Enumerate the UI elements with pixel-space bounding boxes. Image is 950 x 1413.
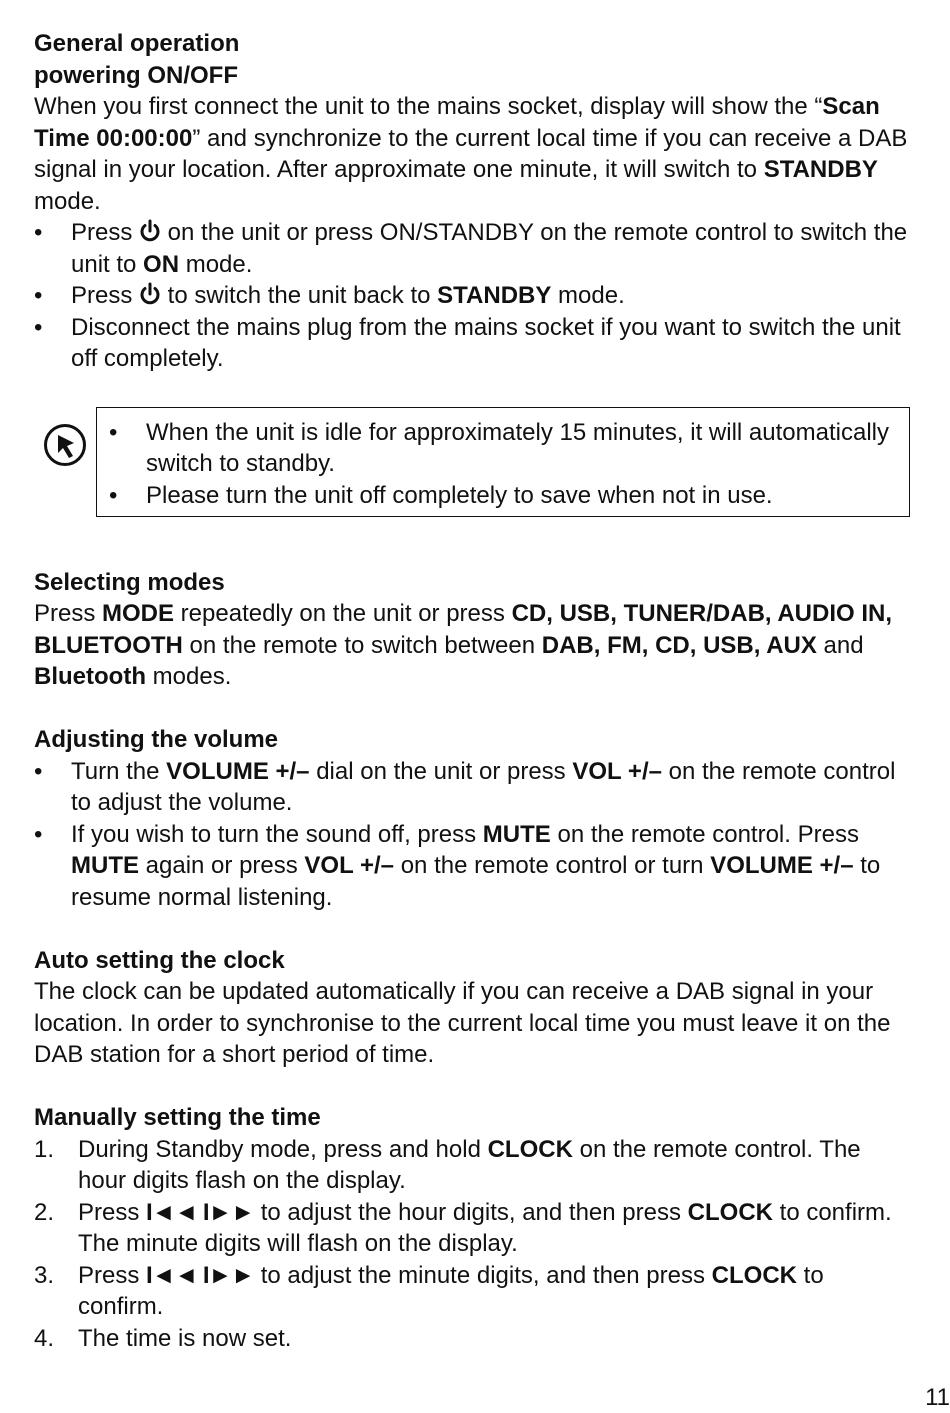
volume-bullet-list [34, 756, 914, 914]
text: Press [34, 600, 103, 627]
section-auto-clock [34, 945, 914, 1071]
list-item: • Disconnect the mains plug from the mains socket if you want to switch the unit off completely. [34, 312, 914, 375]
step-number: 1. [34, 1135, 55, 1163]
note-icon [43, 423, 87, 467]
text: again or press [139, 852, 305, 879]
bold-text: VOL +/– [572, 757, 662, 785]
section-subtitle-powering: powering ON/OFF [34, 61, 238, 89]
paragraph: The clock can be updated automatically if you can receive a DAB signal in your location. In order to synchronise to the current local time you must leave it on the DAB station for a short period of time. [34, 978, 891, 1068]
section-selecting-modes [34, 567, 914, 693]
skip-buttons-symbol: I◄◄ I►► [146, 1198, 255, 1226]
text: mode. [551, 282, 625, 309]
section-title: Auto setting the clock [34, 946, 285, 974]
list-item [34, 1323, 914, 1355]
bold-text: VOL +/– [304, 852, 395, 879]
section-title: Manually setting the time [34, 1104, 321, 1131]
text: to confirm. The minute digits will flash on the display. [78, 1198, 892, 1257]
text: on the unit or press ON/STANDBY on the remote control to switch the unit to [71, 219, 908, 278]
manual-time-steps [34, 1134, 914, 1355]
text: and [816, 631, 864, 659]
text: to resume normal listening. [71, 852, 881, 911]
bold-text: DAB, FM, CD, USB, AUX [541, 631, 817, 659]
section-title: Adjusting the volume [34, 726, 279, 753]
text: to adjust the hour digits, and then press [254, 1198, 688, 1226]
text: mode. [34, 187, 101, 215]
text: to confirm. [78, 1261, 824, 1320]
step-number: 3. [34, 1261, 55, 1289]
list-item: • Please turn the unit off completely to save when not in use. [109, 480, 899, 512]
bold-text: CD, USB, TUNER/DAB, AUDIO IN, BLUETOOTH [34, 600, 893, 659]
step-number: 2. [34, 1198, 55, 1226]
text: Press [78, 1261, 147, 1289]
text: If you wish to turn the sound off, press [71, 820, 483, 848]
text: repeatedly on the unit or press [174, 600, 512, 627]
list-item [34, 217, 914, 280]
list-item [34, 1197, 914, 1260]
section-adjusting-volume [34, 724, 914, 913]
note-box [96, 407, 910, 517]
powering-intro-paragraph [34, 91, 914, 217]
bold-text: MUTE [482, 820, 551, 848]
bold-text: VOLUME +/– [166, 757, 310, 785]
text: The time is now set. [78, 1324, 292, 1352]
text: on the remote control to adjust the volume. [71, 757, 896, 816]
list-item [34, 1260, 914, 1323]
section-title: Selecting modes [34, 568, 225, 596]
text: Turn the [71, 757, 167, 785]
manual-page [34, 28, 914, 1354]
bold-text: MODE [102, 600, 175, 627]
on-text: ON [143, 250, 180, 278]
text: modes. [145, 663, 232, 690]
text: During Standby mode, press and hold [78, 1135, 488, 1163]
text: to switch the unit back to [161, 282, 438, 309]
section-manual-time [34, 1102, 914, 1354]
note-callout [34, 407, 914, 519]
bold-text: CLOCK [487, 1135, 573, 1163]
standby-text: STANDBY [763, 156, 878, 183]
list-item [34, 1134, 914, 1197]
bold-text: CLOCK [711, 1261, 797, 1289]
note-list [109, 417, 899, 512]
step-number: 4. [34, 1324, 55, 1352]
skip-buttons-symbol: I◄◄ I►► [146, 1261, 255, 1289]
power-icon [139, 219, 161, 243]
text: dial on the unit or press [309, 757, 573, 785]
list-item [34, 280, 914, 312]
power-icon [139, 282, 161, 306]
text: to adjust the minute digits, and then press [254, 1261, 712, 1289]
text: When you first connect the unit to the mains socket, display will show the “ [34, 93, 823, 120]
text: mode. [179, 250, 253, 278]
list-item: • When the unit is idle for approximately 15 minutes, it will automatically switch to standby. [109, 417, 899, 480]
text: on the remote control or turn [394, 852, 711, 879]
standby-text: STANDBY [437, 282, 552, 309]
bold-text: CLOCK [687, 1198, 773, 1226]
list-item [34, 756, 914, 819]
text: on the remote to switch between [182, 631, 542, 659]
bold-text: MUTE [71, 852, 139, 879]
powering-bullet-list [34, 217, 914, 375]
section-title-general-operation: General operation [34, 30, 240, 57]
page-number: 11 [925, 1384, 950, 1411]
text: Press [71, 219, 140, 246]
bold-text: Bluetooth [34, 663, 146, 690]
text: ” and synchronize to the current local time if you can receive a DAB signal in your location. After approximate one minute, it will switch to [34, 124, 908, 183]
list-item [34, 819, 914, 914]
paragraph [34, 598, 914, 693]
scan-time-text: Scan Time 00:00:00 [34, 93, 880, 152]
text: on the remote control. The hour digits flash on the display. [78, 1135, 861, 1194]
text: Press [78, 1198, 147, 1226]
text: Press [71, 282, 140, 309]
bold-text: VOLUME +/– [710, 852, 854, 879]
text: on the remote control. Press [550, 820, 859, 848]
